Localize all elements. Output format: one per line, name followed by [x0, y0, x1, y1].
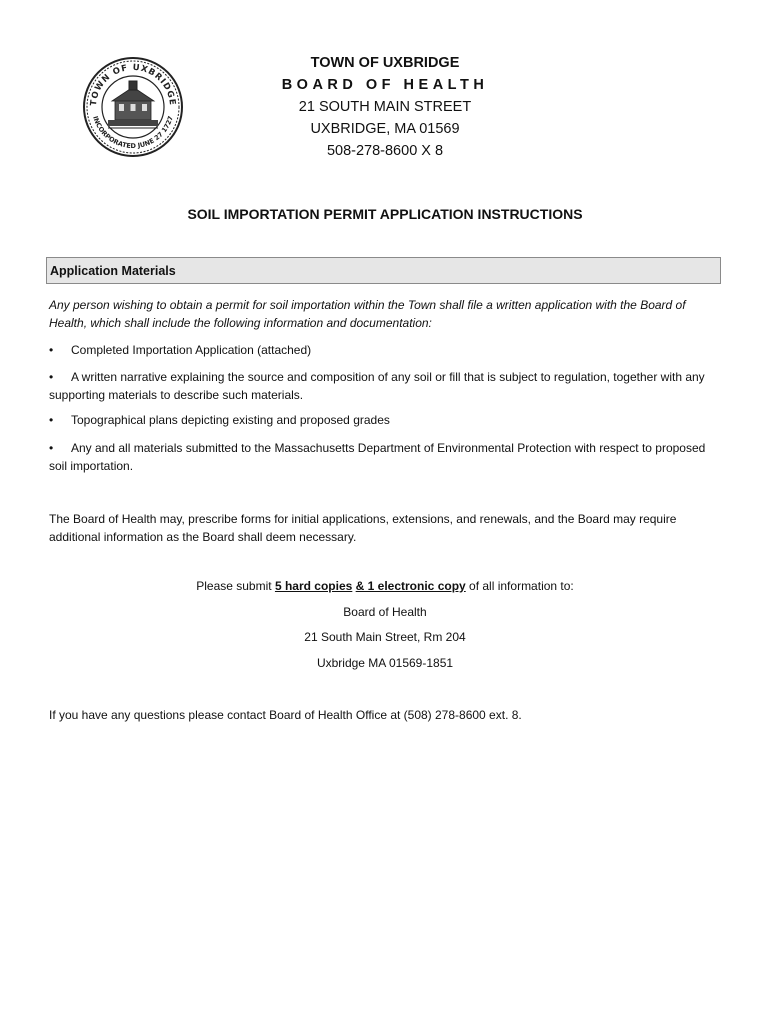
forms-paragraph: The Board of Health may, prescribe forms for initial applications, extensions, and renewals, and the Board may require additional information as the Board shall deem necessary.: [49, 512, 677, 544]
section-heading: Application Materials: [46, 257, 721, 284]
list-item: [49, 411, 724, 429]
electronic-copy-text: & 1 electronic copy: [355, 579, 466, 593]
list-item: [49, 368, 724, 404]
submit-prefix: Please submit: [196, 579, 275, 593]
page-title: SOIL IMPORTATION PERMIT APPLICATION INSTRUCTIONS: [187, 206, 583, 222]
city-state-zip: UXBRIDGE, MA 01569: [310, 121, 460, 137]
phone-number: 508-278-8600 X 8: [326, 143, 444, 159]
mailing-street: 21 South Main Street, Rm 204: [304, 630, 466, 644]
list-item-text: A written narrative explaining the source and composition of any soil or fill that is subject to regulation, together with any supporting materials to describe such materials.: [49, 370, 705, 402]
submit-line: [0, 577, 770, 603]
seal-bottom-text: INCORPORATED JUNE 27 1727: [91, 114, 175, 151]
seal-building-icon: [108, 81, 158, 128]
bullet-icon: •: [49, 343, 54, 357]
list-item: [49, 439, 724, 475]
bullet-icon: •: [49, 441, 54, 455]
submit-instructions: [0, 577, 770, 679]
seal-top-text: TOWN OF UXBRIDGE: [88, 62, 178, 107]
list-item-text: Any and all materials submitted to the Massachusetts Department of Environmental Protection with respect to proposed soil importation.: [49, 441, 706, 473]
intro-paragraph: Any person wishing to obtain a permit for soil importation within the Town shall file a written application with the Board of Health, which shall include the following information and documentation:: [49, 298, 686, 330]
town-name: TOWN OF UXBRIDGE: [310, 55, 460, 71]
bullet-icon: •: [49, 413, 54, 427]
town-seal: [82, 56, 184, 158]
list-item-text: Completed Importation Application (attached): [71, 343, 312, 357]
contact-paragraph: If you have any questions please contact Board of Health Office at (508) 278-8600 ext. 8.: [49, 708, 522, 722]
letterhead: [240, 52, 530, 162]
list-item: [49, 341, 724, 359]
bullet-icon: •: [49, 370, 54, 384]
list-item-text: Topographical plans depicting existing and proposed grades: [71, 413, 390, 427]
submit-suffix: of all information to:: [465, 579, 574, 593]
street-address: 21 SOUTH MAIN STREET: [298, 99, 472, 115]
hard-copies-text: 5 hard copies: [274, 579, 353, 593]
mailing-recipient: Board of Health: [343, 604, 427, 619]
mailing-city: Uxbridge MA 01569-1851: [316, 655, 454, 670]
board-name: BOARD OF HEALTH: [281, 77, 489, 93]
